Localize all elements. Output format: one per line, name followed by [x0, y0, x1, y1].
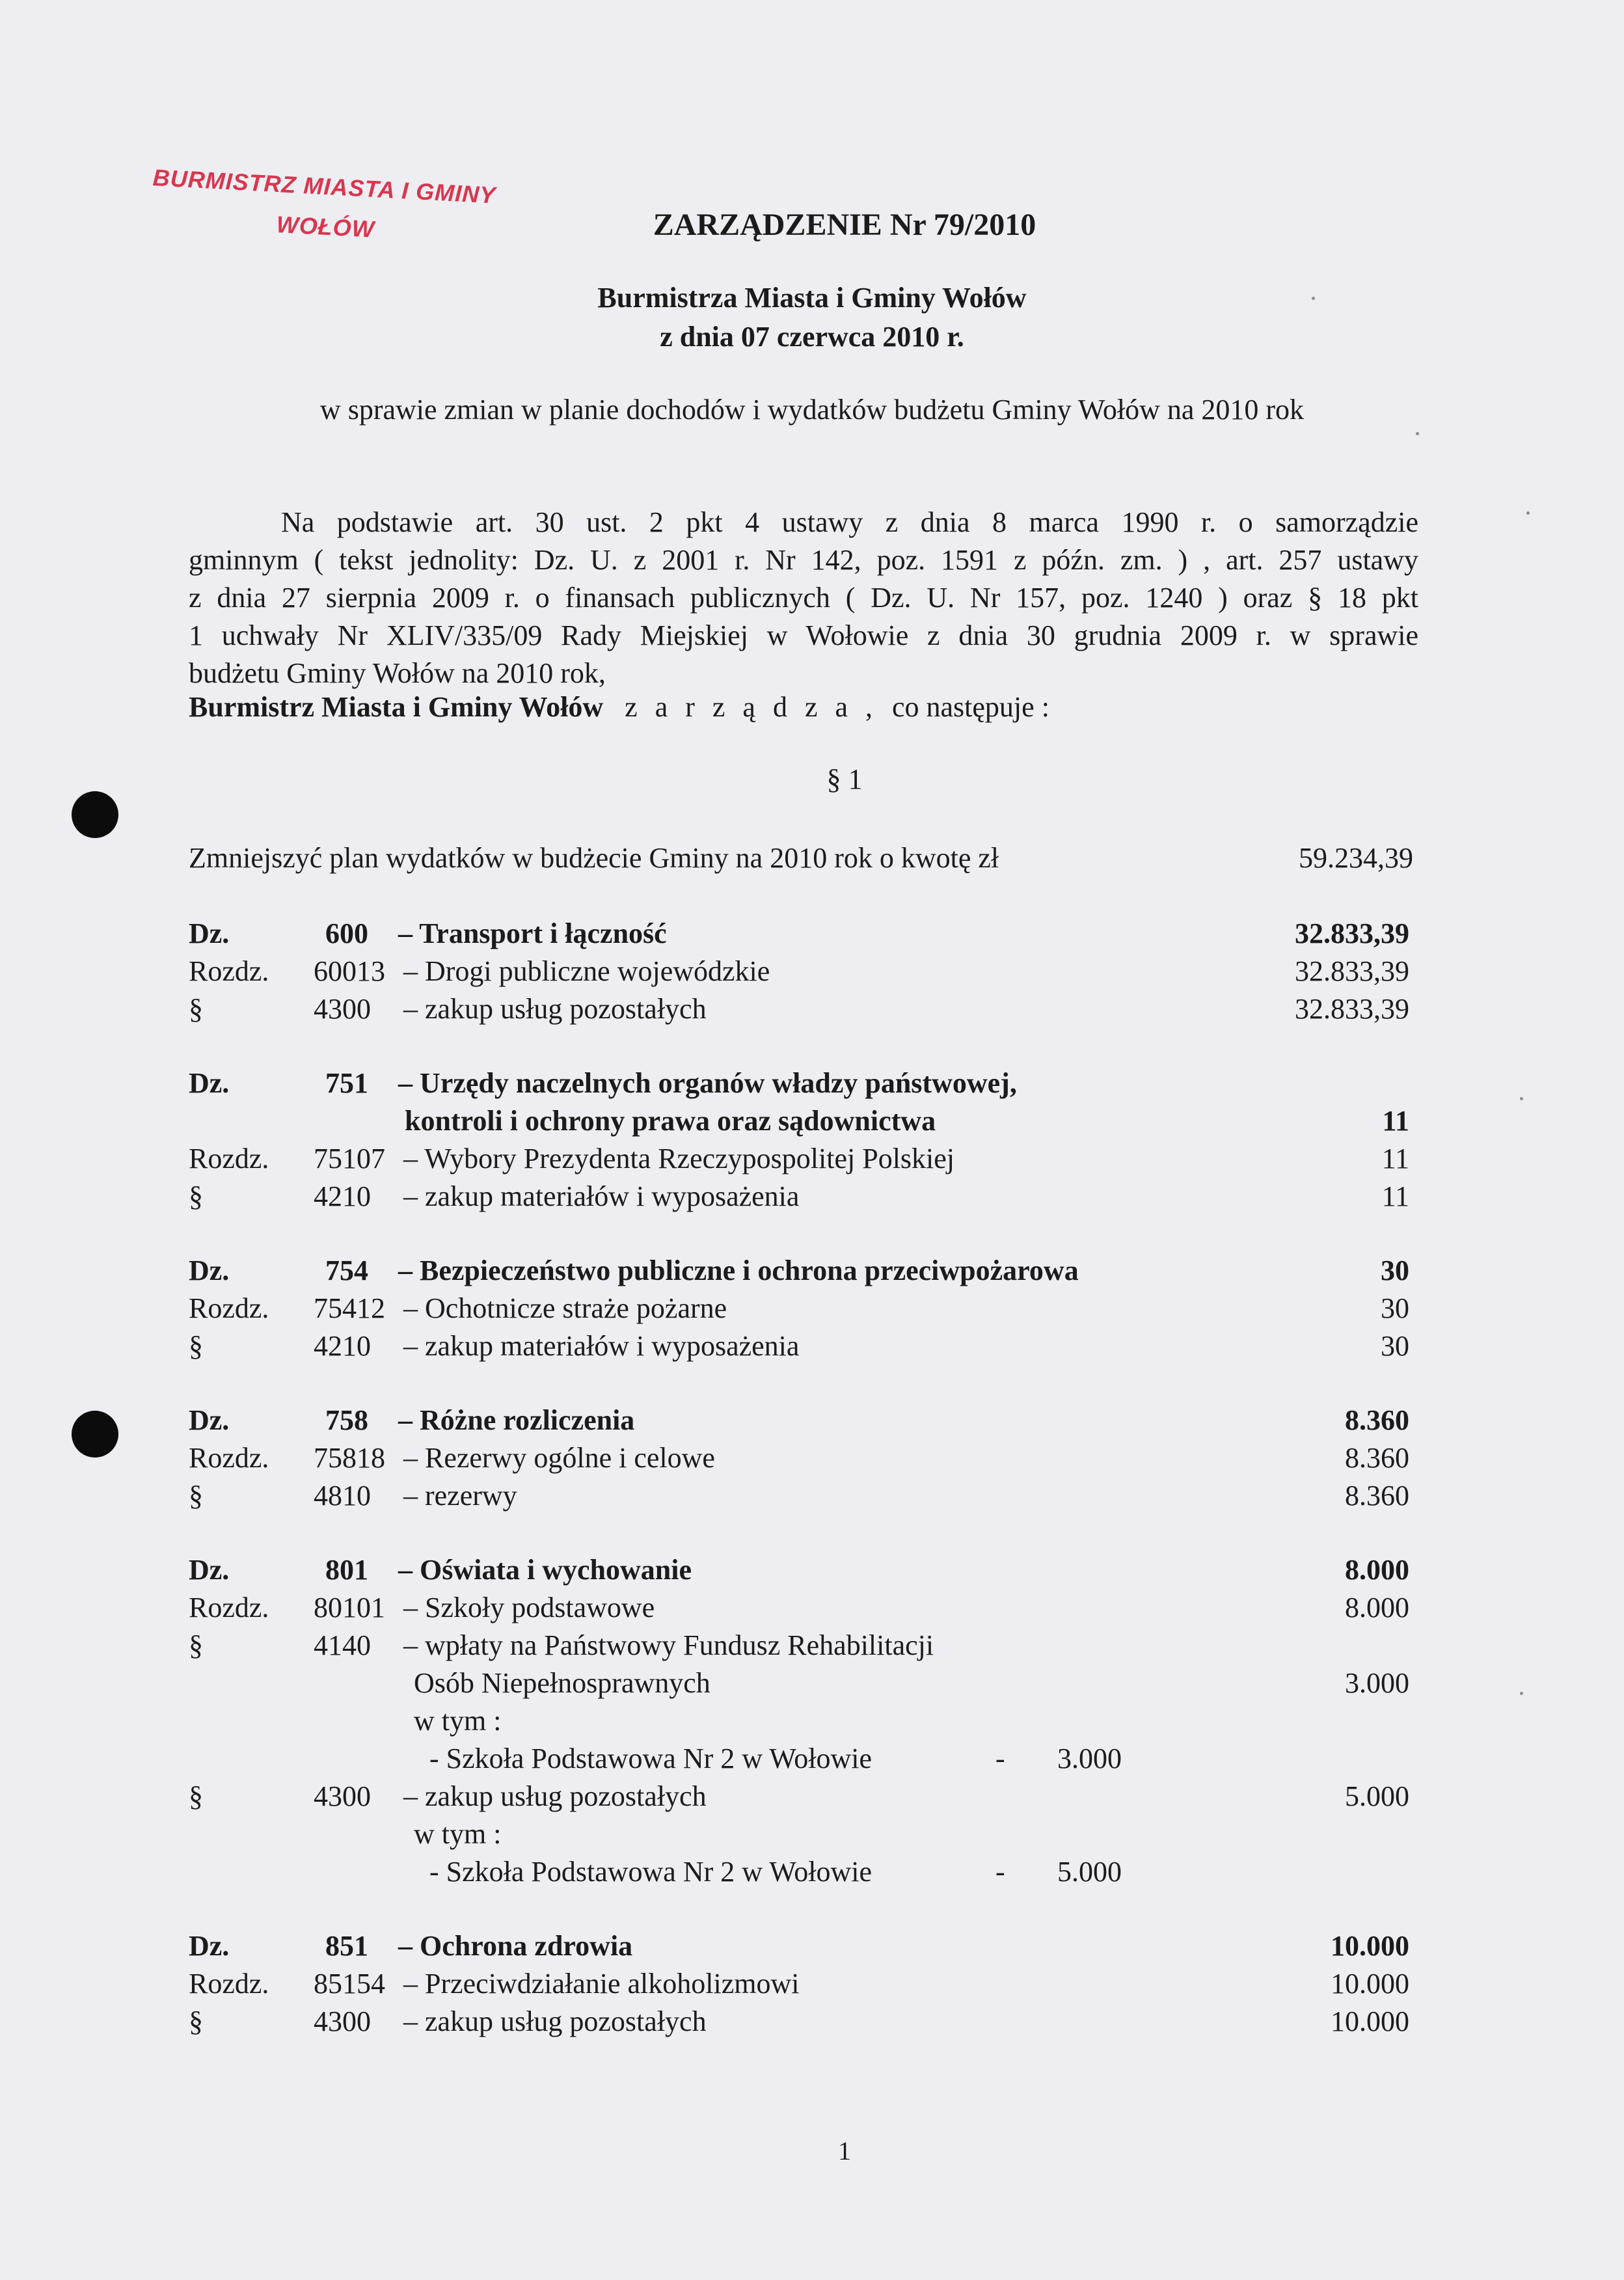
- date-line: z dnia 07 czerwca 2010 r.: [660, 321, 964, 353]
- row-amount: 5.000: [1345, 1780, 1409, 1812]
- row-code: 600: [325, 917, 368, 949]
- row-description: – Rezerwy ogólne i celowe: [403, 1442, 715, 1474]
- row-amount: 10.000: [1331, 2005, 1409, 2037]
- issuer-line: Burmistrza Miasta i Gminy Wołów: [597, 282, 1027, 314]
- row-description: – wpłaty na Państwowy Fundusz Rehabilitacji: [403, 1629, 934, 1661]
- row-code: 4300: [314, 993, 371, 1025]
- row-description: – Oświata i wychowanie: [398, 1554, 692, 1586]
- row-label: Dz.: [189, 1404, 230, 1436]
- preamble-line: 1 uchwały Nr XLIV/335/09 Rady Miejskiej w Wołowie z dnia 30 grudnia 2009 r. w sprawie: [189, 619, 1418, 651]
- row-code: 75818: [314, 1442, 385, 1474]
- row-amount: 32.833,39: [1295, 917, 1409, 949]
- row-code: 758: [325, 1404, 368, 1436]
- row-description: – rezerwy: [403, 1480, 517, 1512]
- row-code: 80101: [314, 1592, 385, 1623]
- row-amount: 8.360: [1345, 1480, 1409, 1512]
- row-label: Rozdz.: [189, 1143, 269, 1174]
- row-description: kontroli i ochrony prawa oraz sądownictwa: [405, 1105, 936, 1137]
- row-description: – zakup usług pozostałych: [403, 2005, 707, 2037]
- row-description: – Bezpieczeństwo publiczne i ochrona przeciwpożarowa: [398, 1255, 1079, 1286]
- row-code: 85154: [314, 1968, 385, 2000]
- row-amount: 10.000: [1331, 1968, 1409, 2000]
- row-code: 4810: [314, 1480, 371, 1512]
- row-description: – Różne rozliczenia: [398, 1404, 635, 1436]
- row-label: §: [189, 1180, 203, 1212]
- row-description: – Wybory Prezydenta Rzeczypospolitej Polskiej: [403, 1143, 955, 1174]
- preamble-line: gminnym ( tekst jednolity: Dz. U. z 2001 r. Nr 142, poz. 1591 z późn. zm. ) , art. 257 ustawy: [189, 544, 1418, 576]
- row-description: - Szkoła Podstawowa Nr 2 w Wołowie: [429, 1743, 873, 1774]
- row-amount: 32.833,39: [1295, 955, 1409, 987]
- row-amount: 32.833,39: [1295, 993, 1409, 1025]
- row-code: 4210: [314, 1180, 371, 1212]
- preamble: [189, 504, 1418, 692]
- speck: [1416, 432, 1419, 435]
- row-amount: 8.000: [1345, 1592, 1409, 1623]
- row-description: - Szkoła Podstawowa Nr 2 w Wołowie: [429, 1856, 873, 1888]
- row-code: 60013: [314, 955, 385, 987]
- row-label: Dz.: [189, 1067, 230, 1099]
- row-dash: -: [995, 1856, 1005, 1888]
- row-amount: 11: [1382, 1105, 1409, 1137]
- row-description: – Drogi publiczne wojewódzkie: [403, 955, 770, 987]
- row-description: – zakup usług pozostałych: [403, 993, 707, 1025]
- row-amount: 8.360: [1345, 1442, 1409, 1474]
- row-code: 4300: [314, 1780, 371, 1812]
- row-amount: 11: [1381, 1180, 1409, 1212]
- row-description: – Przeciwdziałanie alkoholizmowi: [403, 1968, 800, 2000]
- row-description: – Szkoły podstawowe: [403, 1592, 655, 1623]
- row-code: 751: [325, 1067, 368, 1099]
- section-intro: Zmniejszyć plan wydatków w budżecie Gminy na 2010 rok o kwotę zł: [189, 842, 999, 874]
- row-amount: 10.000: [1331, 1930, 1409, 1962]
- row-amount: 8.360: [1345, 1404, 1409, 1436]
- row-label: Dz.: [189, 1554, 230, 1586]
- row-label: Rozdz.: [189, 1968, 269, 2000]
- row-amount: 11: [1381, 1143, 1409, 1174]
- decree-verb: z a r z ą d z a ,: [625, 691, 878, 723]
- row-description: – Ochotnicze straże pożarne: [403, 1292, 727, 1324]
- preamble-line: Na podstawie art. 30 ust. 2 pkt 4 ustawy z dnia 8 marca 1990 r. o samorządzie: [281, 506, 1418, 538]
- speck: [1526, 511, 1530, 515]
- row-inner-amount: 5.000: [1057, 1856, 1122, 1888]
- decree-line: [189, 688, 1049, 726]
- row-description: Osób Niepełnosprawnych: [414, 1667, 710, 1699]
- decree-issuer: Burmistrz Miasta i Gminy Wołów: [189, 691, 604, 723]
- speck: [1520, 1097, 1523, 1100]
- row-label: Rozdz.: [189, 1592, 269, 1623]
- row-label: §: [189, 993, 203, 1025]
- row-inner-amount: 3.000: [1057, 1743, 1122, 1774]
- row-label: Dz.: [189, 1255, 230, 1286]
- row-description: – Urzędy naczelnych organów władzy państwowej,: [398, 1067, 1017, 1099]
- row-description: – Transport i łączność: [398, 917, 667, 949]
- speck: [1312, 297, 1315, 300]
- row-label: Dz.: [189, 1930, 230, 1962]
- row-amount: 30: [1381, 1330, 1409, 1362]
- row-code: 75107: [314, 1143, 385, 1174]
- row-label: Rozdz.: [189, 1292, 269, 1324]
- preamble-line: budżetu Gminy Wołów na 2010 rok,: [189, 657, 606, 689]
- row-description: – zakup materiałów i wyposażenia: [403, 1180, 800, 1212]
- row-amount: 30: [1381, 1255, 1409, 1286]
- document-title: ZARZĄDZENIE Nr 79/2010: [653, 208, 1036, 242]
- row-label: §: [189, 1629, 203, 1661]
- row-description: – Ochrona zdrowia: [398, 1930, 633, 1962]
- row-label: §: [189, 1330, 203, 1362]
- row-label: Rozdz.: [189, 955, 269, 987]
- preamble-line: z dnia 27 sierpnia 2009 r. o finansach publicznych ( Dz. U. Nr 157, poz. 1240 ) oraz § 18 pkt: [189, 582, 1418, 614]
- stamp-line-2: WOŁÓW: [275, 211, 375, 243]
- row-label: Dz.: [189, 917, 230, 949]
- row-amount: 8.000: [1345, 1554, 1409, 1586]
- row-description: – zakup materiałów i wyposażenia: [403, 1330, 800, 1362]
- paragraph-mark: § 1: [826, 763, 863, 795]
- row-label: Rozdz.: [189, 1442, 269, 1474]
- row-amount: 3.000: [1345, 1667, 1409, 1699]
- row-label: §: [189, 1780, 203, 1812]
- row-code: 4140: [314, 1629, 371, 1661]
- row-label: §: [189, 2005, 203, 2037]
- punch-hole-lower: [72, 1411, 118, 1458]
- row-label: §: [189, 1480, 203, 1512]
- punch-hole-upper: [72, 791, 118, 838]
- row-code: 851: [325, 1930, 368, 1962]
- stamp-line-1: BURMISTRZ MIASTA I GMINY: [152, 164, 497, 209]
- row-code: 4210: [314, 1330, 371, 1362]
- speck: [1520, 1692, 1523, 1695]
- row-description: w tym :: [414, 1818, 502, 1850]
- row-description: – zakup usług pozostałych: [403, 1780, 707, 1812]
- row-amount: 30: [1381, 1292, 1409, 1324]
- row-description: w tym :: [414, 1705, 502, 1737]
- page-number: 1: [838, 2136, 851, 2165]
- decree-tail: co następuje :: [892, 691, 1049, 723]
- row-code: 75412: [314, 1292, 385, 1324]
- row-dash: -: [995, 1743, 1005, 1774]
- row-code: 4300: [314, 2005, 371, 2037]
- row-code: 801: [325, 1554, 368, 1586]
- row-code: 754: [325, 1255, 368, 1286]
- subject-line: w sprawie zmian w planie dochodów i wydatków budżetu Gminy Wołów na 2010 rok: [319, 394, 1305, 426]
- section-intro-amount: 59.234,39: [1299, 842, 1413, 874]
